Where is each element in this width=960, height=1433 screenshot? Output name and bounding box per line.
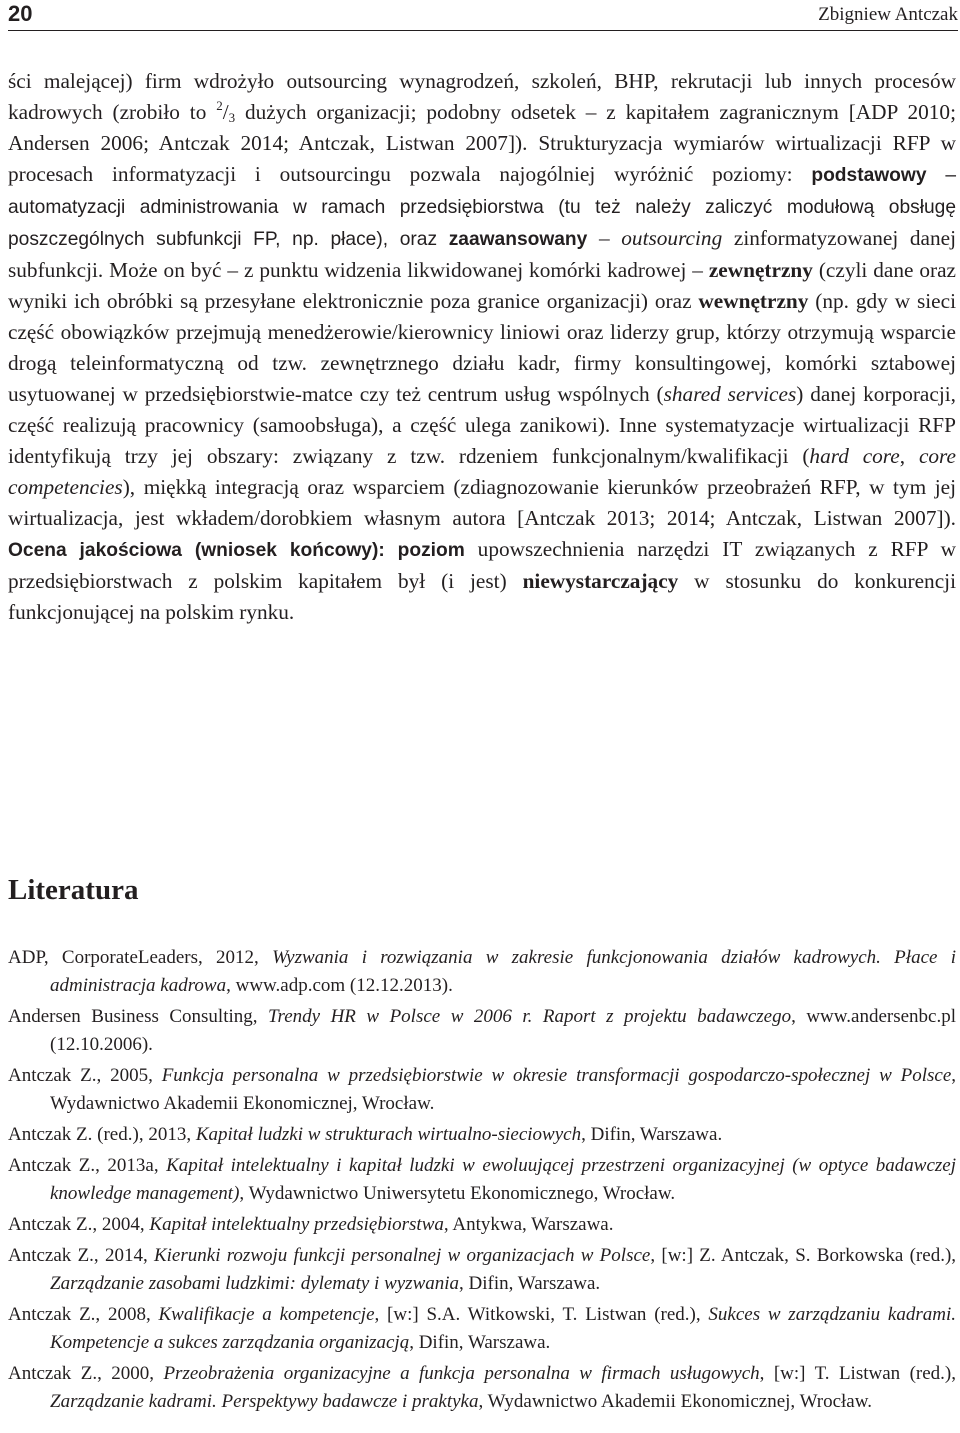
ref-author: ADP, CorporateLeaders, 2012, — [8, 947, 273, 968]
text-run: (czyli dane oraz wyniki ich obróbki są przesyłane elektronicznie poza granice organizacji) oraz — [8, 258, 956, 313]
ref-author: Antczak Z., 2005, — [8, 1065, 162, 1086]
running-head-author: Zbigniew Antczak — [818, 4, 958, 25]
ref-details: , Antykwa, Warszawa. — [443, 1214, 614, 1235]
ref-details: , Difin, Warszawa. — [581, 1124, 723, 1145]
reference-item — [8, 1003, 956, 1059]
ref-author: Antczak Z. (red.), 2013, — [8, 1124, 196, 1145]
text-run: (np. gdy w sieci część obowiązków przejmują menedżerowie/kierownicy liniowi oraz liderzy grup, którzy otrzymują wsparcie drogą teleinformatyczną od tzw. zewnętrznego działu kadr, firmy konsultingowej, komórki sztabowej usytuowanej w przedsiębiorstwie-matce czy też centrum usług wspólnych ( — [8, 289, 956, 406]
reference-item — [8, 1211, 956, 1239]
italic-term-outsourcing: outsourcing — [621, 226, 723, 250]
ref-title: Funkcja personalna w przedsiębiorstwie w okresie transformacji gospodarczo-społecznej w Polsce — [161, 1065, 952, 1086]
ref-title: Wyzwania i rozwiązania w zakresie funkcjonowania działów kadrowych. Płace i administracja kadrowa — [50, 947, 956, 996]
text-run: ), miękką integracją oraz wsparciem (zdiagnozowanie kierunków przeobrażeń RFP, w tym jej wirtualizacja, jest wkładem/dorobkiem własnym autora [Antczak 2013; 2014; Antczak, Listwan 2007]). — [8, 475, 956, 530]
bold-term-zaawansowany: zaawansowany — [448, 229, 588, 250]
literature-heading: Literatura — [8, 874, 139, 906]
reference-item — [8, 1242, 956, 1298]
ref-title: Kapitał ludzki w strukturach wirtualno-sieciowych — [195, 1124, 582, 1145]
ref-title: Przeobrażenia organizacyjne a funkcja personalna w firmach usługowych — [163, 1363, 760, 1384]
reference-list — [8, 944, 956, 1419]
reference-item — [8, 944, 956, 1000]
ref-publisher: , Difin, Warszawa. — [409, 1332, 551, 1353]
ref-author: Antczak Z., 2013a, — [8, 1155, 167, 1176]
page-header — [8, 0, 958, 31]
ref-details: , Wydawnictwo Akademii Ekonomicznej, Wrocław. — [50, 1065, 956, 1114]
ref-publisher: , Wydawnictwo Akademii Ekonomicznej, Wrocław. — [478, 1391, 872, 1412]
reference-item — [8, 1360, 956, 1416]
body-paragraph — [8, 66, 956, 628]
bold-term-zewnetrzny: zewnętrzny — [708, 258, 813, 282]
ref-publisher: , Difin, Warszawa. — [459, 1273, 601, 1294]
page-number: 20 — [8, 1, 33, 26]
ref-details: , www.adp.com (12.12.2013). — [226, 975, 453, 996]
reference-item — [8, 1301, 956, 1357]
ref-author: Antczak Z., 2004, — [8, 1214, 150, 1235]
fraction-denominator: 3 — [228, 110, 236, 125]
text-run: upowszechnienia narzędzi IT związanych z RFP w przedsiębiorstwach z polskim kapitałem był (i jest) — [8, 537, 956, 593]
ref-details: , [w:] T. Listwan (red.), — [759, 1363, 957, 1384]
ref-title-2: Zarządzanie kadrami. Perspektywy badawcze i praktyka — [50, 1391, 479, 1412]
ref-title: Kwalifikacje a kompetencje — [158, 1304, 375, 1325]
text-run: , — [899, 444, 919, 468]
ref-author: Antczak Z., 2014, — [8, 1245, 154, 1266]
bold-term-niewystarczajacy: niewystarczający — [522, 569, 679, 593]
text-run: w stosunku do konkurencji funkcjonującej na polskim rynku. — [8, 569, 956, 624]
text-run: ści malejącej) firm wdrożyło outsourcing wynagrodzeń, szkoleń, BHP, rekrutacji lub innych procesów kadrowych (zrobiło to — [8, 69, 956, 124]
reference-item — [8, 1121, 956, 1149]
text-run-sans: – automatyzacji administrowania w ramach przedsiębiorstwa (tu też należy zaliczyć modułową obsługę poszczególnych subfunkcji FP, np. płace), oraz — [8, 165, 956, 250]
text-run: zinformatyzowanej danej subfunkcji. Może on być – z punktu widzenia likwidowanej komórki kadrowej – — [8, 226, 957, 282]
bold-term-podstawowy: podstawowy — [811, 165, 927, 186]
ref-title: Trendy HR w Polsce w 2006 r. Raport z projektu badawczego — [268, 1006, 792, 1027]
ref-details: , www.andersenbc.pl (12.10.2006). — [50, 1006, 956, 1055]
italic-term-core-competencies: core competencies — [8, 444, 956, 499]
text-run: – — [587, 226, 622, 250]
ref-author: Andersen Business Consulting, — [8, 1006, 269, 1027]
ref-title: Kapitał intelektualny przedsiębiorstwa — [149, 1214, 444, 1235]
fraction-slash: / — [222, 100, 229, 124]
ref-title-2: Zarządzanie zasobami ludzkimi: dylematy i wyzwania — [50, 1273, 460, 1294]
fraction-two-thirds — [216, 100, 235, 124]
reference-item — [8, 1152, 956, 1208]
reference-item — [8, 1062, 956, 1118]
bold-conclusion: Ocena jakościowa (wniosek końcowy): poziom — [8, 540, 465, 561]
text-run: ) danej korporacji, część realizują pracownicy (samoobsługa), a część ulega zanikowi). Inne systematyzacje wirtualizacji RFP identyfikują trzy jej obszary: związany z tzw. rdzeniem funkcjonalnym/kwalifikacji ( — [8, 382, 956, 468]
ref-author: Antczak Z., 2008, — [8, 1304, 159, 1325]
ref-details: , [w:] S.A. Witkowski, T. Listwan (red.), — [374, 1304, 709, 1325]
ref-title: Kierunki rozwoju funkcji personalnej w organizacjach w Polsce — [153, 1245, 651, 1266]
italic-term-shared-services: shared services — [663, 382, 797, 406]
ref-details: , [w:] Z. Antczak, S. Borkowska (red.), — [650, 1245, 957, 1266]
text-run: dużych organizacji; podobny odsetek – z kapitałem zagranicznym [ADP 2010; Andersen 2006; Antczak 2014; Antczak, Listwan 2007]). Strukturyzacja wymiarów wirtualizacji RFP w procesach informatyzacji i outsourcingu pozwala najogólniej wyróżnić poziomy: — [8, 100, 956, 186]
ref-title-2: Sukces w zarządzaniu kadrami. Kompetencje a sukces zarządzania organizacją — [50, 1304, 957, 1353]
ref-title: Kapitał intelektualny i kapitał ludzki w ewoluującej przestrzeni organizacyjnej (w optyce badawczej knowledge management) — [50, 1155, 957, 1204]
italic-term-hard-core: hard core — [809, 444, 900, 468]
fraction-numerator: 2 — [216, 98, 223, 113]
bold-term-wewnetrzny: wewnętrzny — [698, 289, 809, 313]
ref-details: , Wydawnictwo Uniwersytetu Ekonomicznego, Wrocław. — [239, 1183, 676, 1204]
ref-author: Antczak Z., 2000, — [8, 1363, 164, 1384]
